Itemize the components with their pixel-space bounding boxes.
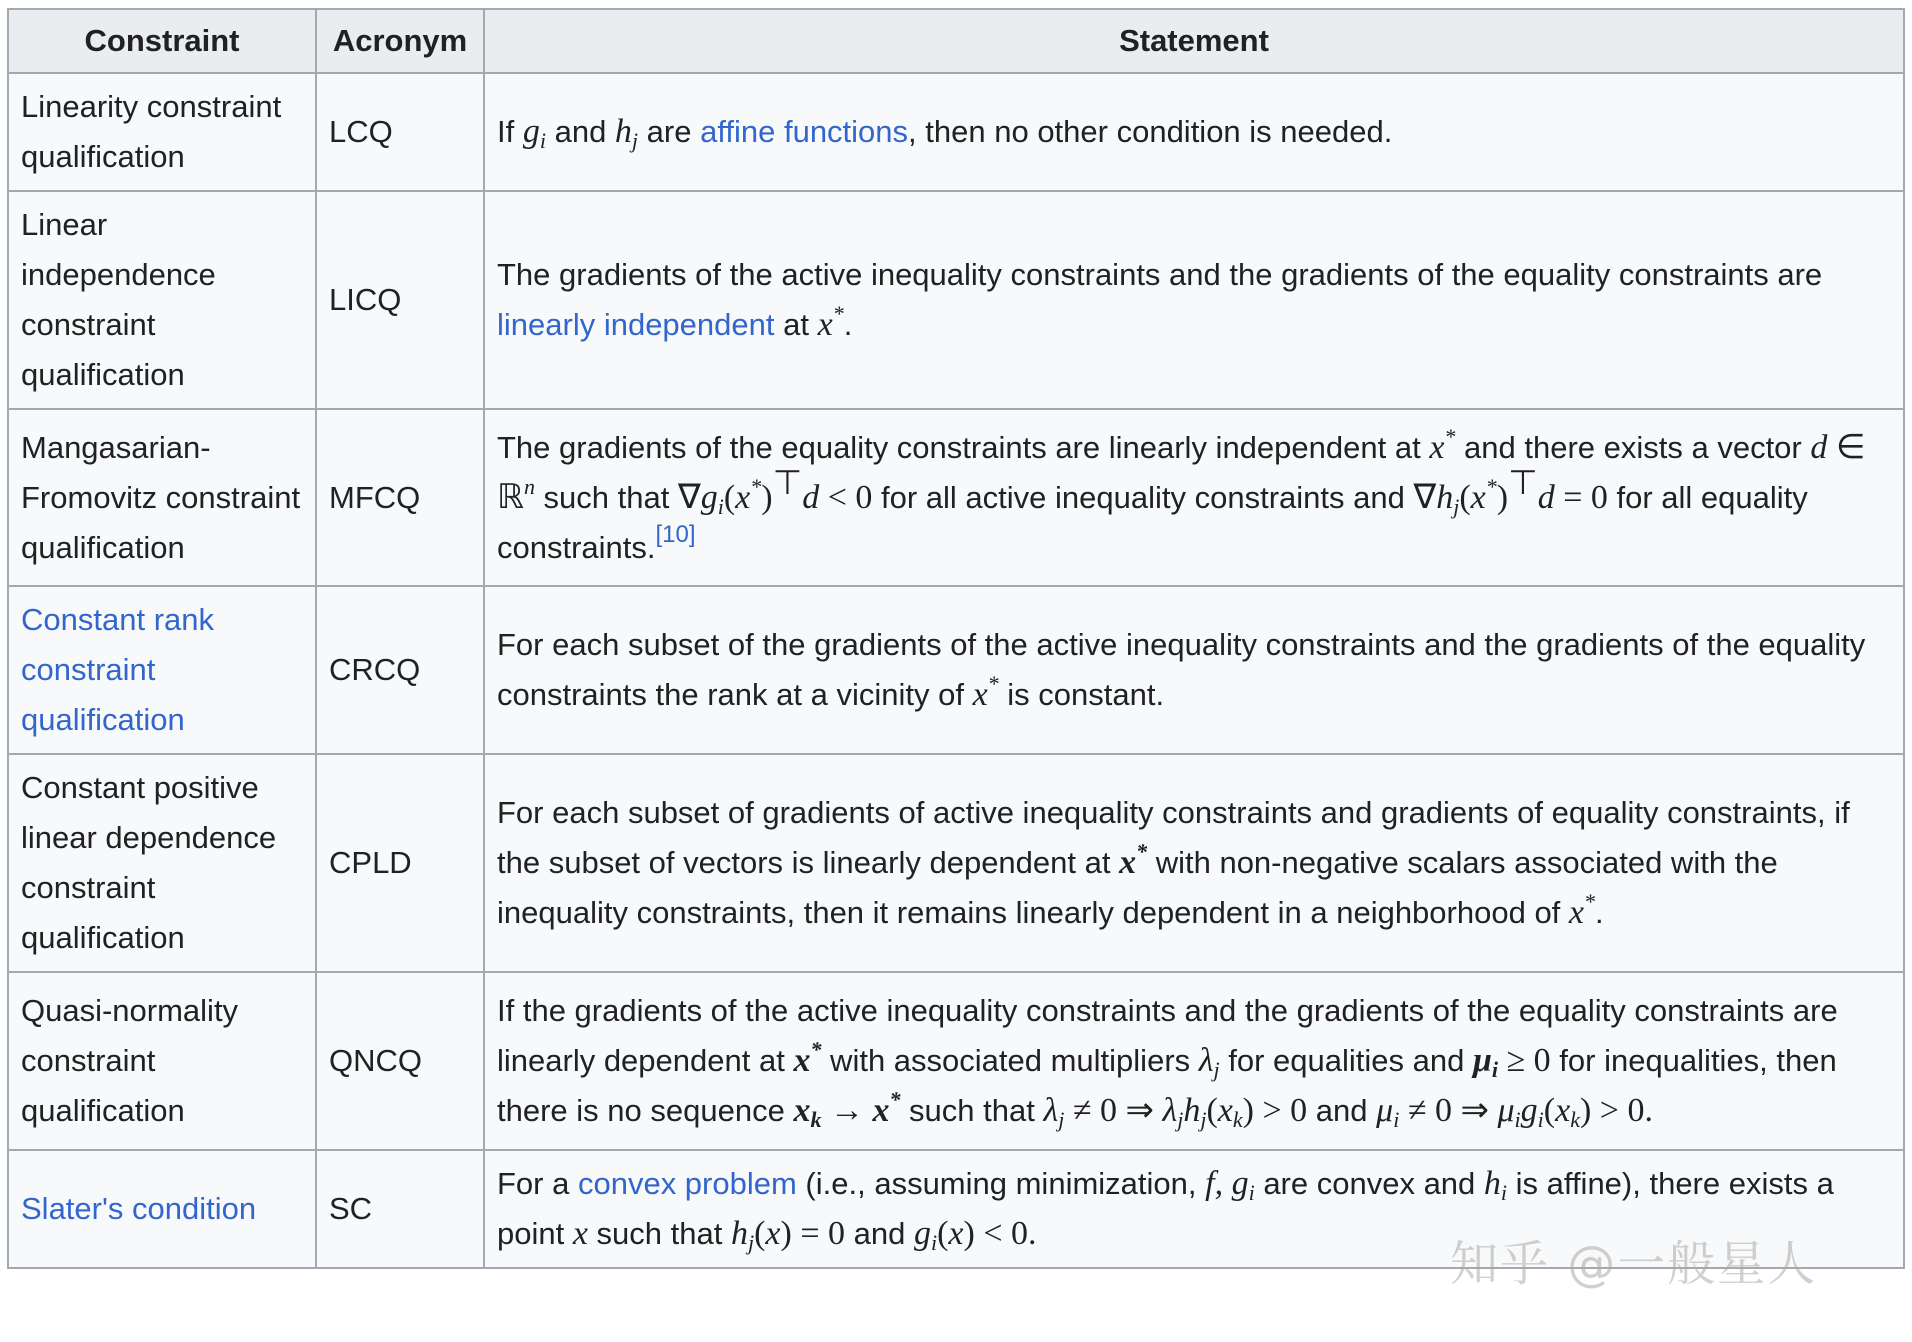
statement-text: .	[1595, 895, 1604, 930]
statement-text: For each subset of gradients of active inequality constraints and gradients of equality constraints, if the subset of vectors is linearly dependent at	[497, 795, 1850, 880]
header-row	[8, 9, 1904, 73]
math-formula: $\lambda_j$	[1198, 1042, 1220, 1082]
statement-text: The gradients of the active inequality constraints and the gradients of the equality constraints are	[497, 257, 1823, 292]
statement-text: If the gradients of the active inequality constraints and the gradients of the equality constraints are linearly dependent at	[497, 993, 1838, 1078]
statement-text: for equalities and	[1219, 1043, 1473, 1078]
header-constraint[interactable]: Constraint	[8, 9, 316, 73]
acronym-cell: LICQ	[316, 191, 484, 409]
acronym-cell: MFCQ	[316, 409, 484, 586]
statement-text: and	[1307, 1093, 1377, 1128]
statement-text: is constant.	[998, 677, 1165, 712]
statement-text: and there exists a vector	[1455, 429, 1811, 465]
slaters-condition-link[interactable]: Slater's condition	[21, 1191, 257, 1226]
linearly-independent-link[interactable]: linearly independent	[497, 307, 775, 342]
table-row	[8, 972, 1904, 1150]
math-formula: d ∈ ℝ$^n$	[497, 428, 1866, 516]
header-acronym[interactable]: Acronym	[316, 9, 484, 73]
reference-link[interactable]: [10]	[655, 520, 696, 548]
acronym-cell: QNCQ	[316, 972, 484, 1150]
statement-text: with associated multipliers	[821, 1043, 1199, 1078]
statement-cell	[484, 586, 1904, 754]
acronym-cell: CRCQ	[316, 586, 484, 754]
statement-text: such that	[587, 1216, 731, 1251]
statement-text: are	[638, 114, 701, 149]
statement-cell	[484, 754, 1904, 972]
math-formula: $\mu_i \ge 0$	[1472, 1042, 1551, 1082]
statement-text: for all active inequality constraints and	[872, 479, 1414, 515]
statement-text: for all equality constraints.	[497, 479, 1808, 565]
statement-text: and	[845, 1216, 914, 1251]
statement-cell	[484, 972, 1904, 1150]
statement-text: at	[774, 307, 818, 342]
math-formula: $h_i$	[1483, 1165, 1508, 1205]
constraint-name-link	[8, 586, 316, 754]
math-formula: x*	[1429, 423, 1456, 466]
acronym-cell: SC	[316, 1150, 484, 1268]
math-formula: $\nabla h_j(x^*)^⊤d = 0$	[1413, 464, 1608, 519]
header-statement[interactable]: Statement	[484, 9, 1904, 73]
math-formula: $g_i$	[522, 113, 546, 153]
math-formula: x*	[1568, 889, 1596, 931]
math-formula: x*	[793, 1037, 822, 1079]
statement-text: The gradients of the equality constraints are linearly independent at	[497, 429, 1430, 465]
math-formula: x*	[1119, 839, 1148, 881]
statement-text: such that	[534, 479, 678, 515]
statement-text: are convex and	[1254, 1166, 1484, 1201]
constraint-qualifications-table	[7, 8, 1905, 1269]
math-formula: $h_j$	[614, 113, 639, 153]
statement-text: with non-negative scalars associated with the inequality constraints, then it remains linearly dependent in a neighborhood of	[497, 845, 1778, 930]
constraint-name: Quasi-normality constraint qualification	[8, 972, 316, 1150]
math-formula: $\nabla g_i(x^*)^⊤d < 0$	[677, 464, 873, 519]
statement-text: (i.e., assuming minimization,	[796, 1166, 1206, 1201]
acronym-cell: CPLD	[316, 754, 484, 972]
statement-text: , then no other condition is needed.	[908, 114, 1393, 149]
table-row	[8, 409, 1904, 586]
constraint-name: Mangasarian-Fromovitz constraint qualification	[8, 409, 316, 586]
acronym-cell: LCQ	[316, 73, 484, 191]
table-row	[8, 73, 1904, 191]
math-formula: f, $g_i$	[1205, 1165, 1255, 1205]
convex-problem-link[interactable]: convex problem	[577, 1166, 797, 1201]
statement-text: For a	[497, 1166, 578, 1201]
table-row	[8, 754, 1904, 972]
statement-text: and	[545, 114, 615, 149]
math-formula: x*	[972, 671, 999, 713]
statement-text: such that	[900, 1093, 1044, 1128]
table-row	[8, 191, 1904, 409]
constraint-name-link	[8, 1150, 316, 1268]
statement-text: is affine), there exists a point	[497, 1166, 1834, 1251]
math-formula: $\lambda_j \ne 0$ ⇒ $\lambda_jh_j(x_k) > 0$	[1043, 1092, 1308, 1132]
statement-cell	[484, 409, 1904, 586]
math-formula: $x_k \to x^*$	[793, 1087, 901, 1132]
zhihu-watermark: 知乎 @一般星人	[1450, 1236, 1818, 1292]
statement-text: for inequalities, then there is no sequence	[497, 1043, 1837, 1128]
constant-rank-link[interactable]: Constant rank constraint qualification	[21, 602, 214, 737]
statement-cell	[484, 73, 1904, 191]
math-formula: x*	[817, 301, 844, 343]
constraint-name: Constant positive linear dependence constraint qualification	[8, 754, 316, 972]
statement-text: For each subset of the gradients of the active inequality constraints and the gradients of the equality constraints the rank at a vicinity of	[497, 627, 1866, 712]
statement-cell	[484, 191, 1904, 409]
math-formula: x	[572, 1215, 588, 1252]
math-formula: $\mu_i \ne 0$ ⇒ $\mu_ig_i(x_k) > 0$.	[1376, 1092, 1653, 1132]
math-formula: $h_j(x) = 0$	[730, 1215, 846, 1255]
statement-text: If	[497, 114, 523, 149]
math-formula: $g_i(x) < 0$.	[913, 1215, 1037, 1255]
affine-functions-link[interactable]: affine functions	[700, 114, 909, 149]
statement-text: .	[843, 307, 853, 342]
constraint-name: Linearity constraint qualification	[8, 73, 316, 191]
constraint-name: Linear independence constraint qualification	[8, 191, 316, 409]
table-row	[8, 586, 1904, 754]
